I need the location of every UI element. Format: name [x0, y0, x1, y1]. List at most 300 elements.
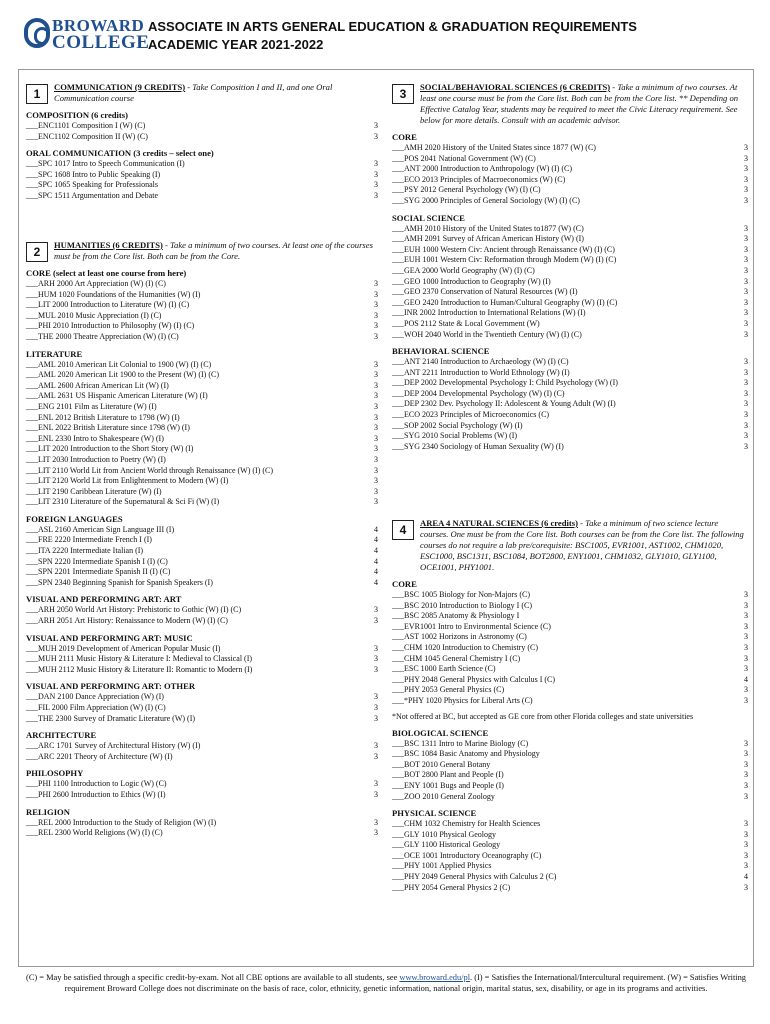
course-name: ___PHI 2010 Introduction to Philosophy (W) (I) (C)	[26, 321, 195, 331]
section-heading: FOREIGN LANGUAGES	[26, 513, 123, 524]
logo-line2: COLLEGE	[52, 32, 150, 53]
course-credits: 3	[744, 632, 748, 642]
course-name: ___MUL 2010 Music Appreciation (I) (C)	[26, 310, 162, 320]
course-name: ___ENY 1001 Bugs and People (I)	[392, 780, 504, 790]
course-name: ___GEO 1000 Introduction to Geography (W) (I)	[392, 276, 551, 286]
course-credits: 4	[744, 872, 748, 882]
section-heading: RELIGION	[26, 806, 70, 817]
course-name: ___SPC 1065 Speaking for Professionals	[26, 180, 158, 190]
course-name: ___PSY 2012 General Psychology (W) (I) (C)	[392, 185, 541, 195]
course-credits: 3	[744, 276, 748, 286]
area-intro-text: - Take Composition I and II, and one Oral Communication course	[54, 82, 333, 103]
course-row[interactable]	[392, 442, 748, 453]
course-credits: 3	[744, 388, 748, 398]
course-credits: 3	[744, 431, 748, 441]
course-row[interactable]	[26, 578, 378, 589]
course-name: ___AML 2010 American Lit Colonial to 1900 (W) (I) (C)	[26, 359, 212, 369]
area-heading: COMMUNICATION (9 CREDITS)	[54, 82, 186, 92]
course-row[interactable]	[26, 497, 378, 508]
course-row[interactable]	[26, 654, 378, 665]
course-row[interactable]	[26, 121, 378, 132]
course-name: ___AMH 2091 Survey of African American History (W) (I)	[392, 234, 584, 244]
course-credits: 3	[374, 131, 378, 141]
course-name: ___ANT 2000 Introduction to Anthropology (W) (I) (C)	[392, 164, 573, 174]
area-header	[26, 240, 378, 262]
course-name: ___REL 2000 Introduction to the Study of Religion (W) (I)	[26, 817, 217, 827]
course-credits: 3	[374, 751, 378, 761]
course-credits: 3	[374, 817, 378, 827]
course-credits: 3	[744, 611, 748, 621]
course-credits: 3	[374, 692, 378, 702]
section-heading: PHYSICAL SCIENCE	[392, 808, 477, 819]
course-name: ___LIT 2110 World Lit from Ancient World through Renaissance (W) (I) (C)	[26, 465, 274, 475]
course-row[interactable]	[392, 164, 748, 175]
section-heading: CORE	[392, 132, 417, 142]
area-intro-text: - Take a minimum of two courses. At least one of the courses must be from the Core list. Both can be from the Core.	[54, 240, 373, 261]
course-row[interactable]	[392, 830, 748, 841]
course-row[interactable]	[26, 703, 378, 714]
course-name: ___AST 1002 Horizons in Astronomy (C)	[392, 632, 527, 642]
section-heading: PHILOSOPHY	[26, 768, 84, 779]
broward-college-logo[interactable]	[24, 16, 150, 53]
course-row[interactable]	[392, 175, 748, 186]
course-name: ___SOP 2002 Social Psychology (W) (I)	[392, 420, 523, 430]
course-credits: 4	[374, 546, 378, 556]
course-credits: 3	[374, 444, 378, 454]
course-row[interactable]	[392, 319, 748, 330]
course-credits: 4	[744, 674, 748, 684]
course-credits: 3	[744, 791, 748, 801]
course-credits: 3	[744, 829, 748, 839]
course-row[interactable]	[392, 654, 748, 665]
course-row[interactable]	[392, 883, 748, 894]
course-row[interactable]	[392, 696, 748, 707]
course-row[interactable]	[392, 357, 748, 368]
course-name: ___ENG 2101 Film as Literature (W) (I)	[26, 401, 157, 411]
course-name: ___BSC 1005 Biology for Non-Majors (C)	[392, 590, 530, 599]
course-credits: 3	[744, 770, 748, 780]
course-row[interactable]	[26, 332, 378, 343]
course-credits: 3	[374, 433, 378, 443]
course-credits: 4	[374, 524, 378, 534]
course-row[interactable]	[26, 790, 378, 801]
course-row[interactable]	[392, 277, 748, 288]
footer	[18, 972, 754, 994]
course-name: ___ECO 2023 Principles of Microeconomics (C)	[392, 410, 550, 420]
section-heading: VISUAL AND PERFORMING ART: ART	[26, 594, 182, 605]
course-row[interactable]	[26, 290, 378, 301]
course-name: ___THE 2300 Survey of Dramatic Literature (W) (I)	[26, 713, 196, 723]
course-name: ___AML 2600 African American Lit (W) (I)	[26, 380, 169, 390]
course-credits: 3	[744, 600, 748, 610]
logo-mark-icon	[24, 18, 50, 48]
course-credits: 3	[374, 300, 378, 310]
course-row[interactable]	[26, 665, 378, 676]
course-row[interactable]	[26, 692, 378, 703]
course-name: ___ARC 1701 Survey of Architectural History (W) (I)	[26, 741, 201, 751]
area-header	[26, 82, 378, 104]
course-credits: 3	[744, 410, 748, 420]
course-name: ___*PHY 1020 Physics for Liberal Arts (C)	[392, 695, 533, 705]
course-row[interactable]	[26, 413, 378, 424]
course-row[interactable]	[26, 567, 378, 578]
course-row[interactable]	[392, 601, 748, 612]
course-credits: 3	[744, 441, 748, 451]
course-credits: 3	[374, 789, 378, 799]
course-row[interactable]	[392, 749, 748, 760]
course-credits: 3	[744, 850, 748, 860]
course-name: ___SPC 1511 Argumentation and Debate	[26, 190, 158, 200]
course-credits: 3	[374, 401, 378, 411]
course-row[interactable]	[392, 643, 748, 654]
course-row[interactable]	[26, 370, 378, 381]
course-name: ___REL 2300 World Religions (W) (I) (C)	[26, 828, 163, 838]
course-credits: 3	[374, 121, 378, 130]
course-row[interactable]	[26, 311, 378, 322]
course-name: ___FIL 2000 Film Appreciation (W) (I) (C)	[26, 703, 166, 712]
course-credits: 3	[744, 318, 748, 328]
course-row[interactable]	[26, 423, 378, 434]
course-row[interactable]	[392, 861, 748, 872]
area-intro-text: - Take a minimum of two courses. At least one course must be from the Core list. Both can be from the Core list. ** Depending on Effective Catalog Year, students may be required to meet the Civic Literacy requirement. See below for more details. Consult with an academic advisor.	[420, 82, 739, 125]
course-credits: 3	[374, 643, 378, 653]
course-name: ___CHM 1045 General Chemistry I (C)	[392, 653, 521, 663]
logo-line1: BROWARD	[52, 16, 145, 35]
course-row[interactable]	[26, 279, 378, 290]
course-name: ___ENC1101 Composition I (W) (C)	[26, 121, 146, 130]
course-row[interactable]	[392, 389, 748, 400]
course-name: ___PHY 2054 General Physics 2 (C)	[392, 882, 511, 892]
course-name: ___ANT 2211 Introduction to World Ethnology (W) (I)	[392, 367, 570, 377]
course-credits: 3	[374, 828, 378, 838]
course-credits: 3	[744, 255, 748, 265]
course-name: ___AMH 2020 History of the United States since 1877 (W) (C)	[392, 143, 596, 152]
course-name: ___GEO 2420 Introduction to Human/Cultural Geography (W) (I) (C)	[392, 297, 618, 307]
course-row[interactable]	[392, 421, 748, 432]
section-heading: BEHAVIORAL SCIENCE	[392, 346, 490, 357]
course-credits: 3	[744, 819, 748, 829]
course-name: ___ANT 2140 Introduction to Archaeology (W) (I) (C)	[392, 357, 569, 367]
course-credits: 3	[374, 423, 378, 433]
course-credits: 3	[744, 695, 748, 705]
course-name: ___LIT 2190 Caribbean Literature (W) (I)	[26, 486, 162, 496]
course-row[interactable]	[392, 622, 748, 633]
course-name: ___DAN 2100 Dance Appreciation (W) (I)	[26, 692, 164, 702]
course-credits: 3	[374, 741, 378, 751]
course-credits: 3	[374, 713, 378, 723]
course-row[interactable]	[392, 245, 748, 256]
area-header	[392, 518, 748, 573]
course-name: ___ARH 2050 World Art History: Prehistoric to Gothic (W) (I) (C)	[26, 605, 242, 615]
course-credits: 3	[744, 840, 748, 850]
course-row[interactable]	[26, 455, 378, 466]
course-row[interactable]	[392, 143, 748, 154]
course-name: ___DEP 2004 Developmental Psychology (W) (I) (C)	[392, 388, 565, 398]
course-credits: 3	[744, 308, 748, 318]
course-credits: 3	[744, 244, 748, 254]
course-row[interactable]	[392, 224, 748, 235]
course-row[interactable]	[392, 196, 748, 207]
course-credits: 3	[374, 654, 378, 664]
course-name: ___EUH 1000 Western Civ: Ancient through Renaissance (W) (I) (C)	[392, 244, 615, 254]
credit-by-exam-link[interactable]: www.broward.edu/pl	[399, 973, 471, 982]
course-credits: 3	[744, 738, 748, 748]
course-name: ___POS 2112 State & Local Government (W)	[392, 318, 540, 328]
section-heading: LITERATURE	[26, 348, 83, 359]
course-row[interactable]	[392, 872, 748, 883]
course-row[interactable]	[392, 770, 748, 781]
course-row[interactable]	[392, 410, 748, 421]
course-row[interactable]	[26, 321, 378, 332]
course-credits: 3	[374, 331, 378, 341]
course-credits: 3	[374, 605, 378, 615]
course-name: ___AMH 2010 History of the United States to1877 (W) (C)	[392, 223, 584, 233]
course-row[interactable]	[26, 714, 378, 725]
course-row[interactable]	[26, 434, 378, 445]
course-name: ___BSC 1311 Intro to Marine Biology (C)	[392, 738, 529, 748]
course-name: ___SYG 2340 Sociology of Human Sexuality (W) (I)	[392, 441, 564, 451]
area-number-badge: 3	[392, 84, 414, 104]
course-row[interactable]	[392, 378, 748, 389]
course-credits: 3	[374, 359, 378, 369]
course-name: ___ECO 2013 Principles of Macroeconomics (W) (C)	[392, 174, 566, 184]
course-row[interactable]	[26, 180, 378, 191]
course-credits: 3	[374, 664, 378, 674]
course-credits: 3	[744, 265, 748, 275]
course-credits: 4	[374, 567, 378, 577]
course-name: ___PHY 2053 General Physics (C)	[392, 685, 505, 695]
course-credits: 3	[744, 759, 748, 769]
course-name: ___GEA 2000 World Geography (W) (I) (C)	[392, 265, 535, 275]
course-name: ___SPC 1017 Intro to Speech Communication (I)	[26, 159, 185, 169]
course-name: ___AML 2020 American Lit 1900 to the Present (W) (I) (C)	[26, 370, 219, 380]
course-row[interactable]	[392, 330, 748, 341]
course-credits: 3	[374, 279, 378, 288]
course-row[interactable]	[392, 851, 748, 862]
course-name: ___ARH 2051 Art History: Renaissance to Modern (W) (I) (C)	[26, 616, 228, 626]
course-name: ___LIT 2310 Literature of the Supernatural & Sci Fi (W) (I)	[26, 497, 220, 507]
course-row[interactable]	[26, 525, 378, 536]
course-name: ___SYG 2000 Principles of General Sociology (W) (I) (C)	[392, 195, 580, 205]
course-name: ___DEP 2002 Developmental Psychology I: Child Psychology (W) (I)	[392, 378, 618, 388]
course-name: ___LIT 2000 Introduction to Literature (W) (I) (C)	[26, 300, 190, 310]
course-row[interactable]	[392, 234, 748, 245]
course-credits: 3	[374, 497, 378, 507]
course-name: ___FRE 2220 Intermediate French I (I)	[26, 535, 152, 545]
area-heading: SOCIAL/BEHAVIORAL SCIENCES (6 CREDITS)	[420, 82, 611, 92]
course-name: ___ITA 2220 Intermediate Italian (I)	[26, 546, 144, 556]
course-row[interactable]	[26, 132, 378, 143]
course-row[interactable]	[392, 760, 748, 771]
course-credits: 3	[374, 412, 378, 422]
course-row[interactable]	[392, 781, 748, 792]
course-name: ___MUH 2112 Music History & Literature II: Romantic to Modern (I)	[26, 664, 253, 674]
course-credits: 3	[744, 664, 748, 674]
course-name: ___LIT 2020 Introduction to the Short Story (W) (I)	[26, 444, 194, 454]
header	[0, 0, 770, 62]
course-name: ___ENL 2330 Intro to Shakespeare (W) (I)	[26, 433, 164, 443]
course-name: ___CHM 1032 Chemistry for Health Sciences	[392, 819, 541, 829]
course-name: ___ESC 1000 Earth Science (C)	[392, 664, 496, 674]
course-row[interactable]	[392, 368, 748, 379]
area-number-badge: 1	[26, 84, 48, 104]
course-credits: 3	[744, 234, 748, 244]
course-row[interactable]	[392, 611, 748, 622]
course-credits: 3	[744, 329, 748, 339]
course-row[interactable]	[392, 308, 748, 319]
course-row[interactable]	[392, 431, 748, 442]
course-credits: 3	[744, 195, 748, 205]
footer-text-1: (C) = May be satisfied through a specific credit-by-exam. Not all CBE options are available to all students, see	[26, 973, 400, 982]
course-credits: 3	[744, 642, 748, 652]
course-credits: 3	[374, 380, 378, 390]
course-name: ___INR 2002 Introduction to International Relations (W) (I)	[392, 308, 586, 318]
section-heading: ARCHITECTURE	[26, 730, 97, 741]
course-credits: 3	[744, 780, 748, 790]
course-credits: 3	[374, 486, 378, 496]
course-row[interactable]	[26, 818, 378, 829]
course-row[interactable]	[392, 675, 748, 686]
course-row[interactable]	[392, 266, 748, 277]
course-row[interactable]	[26, 828, 378, 839]
course-credits: 3	[744, 297, 748, 307]
course-name: ___THE 2000 Theatre Appreciation (W) (I) (C)	[26, 331, 179, 341]
course-row[interactable]	[26, 170, 378, 181]
area-number-badge: 4	[392, 520, 414, 540]
course-row[interactable]	[26, 191, 378, 202]
course-name: ___ENL 2022 British Literature since 1798 (W) (I)	[26, 423, 190, 433]
course-row[interactable]	[26, 466, 378, 477]
course-name: ___MUH 2019 Development of American Popular Music (I)	[26, 643, 221, 653]
course-credits: 3	[744, 653, 748, 663]
course-row[interactable]	[26, 535, 378, 546]
course-credits: 3	[744, 399, 748, 409]
course-name: ___PHI 2600 Introduction to Ethics (W) (I)	[26, 789, 166, 799]
course-row[interactable]	[26, 644, 378, 655]
course-row[interactable]	[26, 557, 378, 568]
area-natural-sciences	[392, 518, 748, 893]
course-credits: 3	[744, 223, 748, 233]
course-row[interactable]	[392, 632, 748, 643]
course-row[interactable]	[26, 360, 378, 371]
course-credits: 3	[744, 882, 748, 892]
course-name: ___ENL 2012 British Literature to 1798 (W) (I)	[26, 412, 180, 422]
course-name: ___PHY 1001 Applied Physics	[392, 861, 492, 871]
course-name: ___LIT 2030 Introduction to Poetry (W) (I)	[26, 454, 166, 464]
course-row[interactable]	[392, 792, 748, 803]
course-row[interactable]	[392, 255, 748, 266]
course-credits: 3	[374, 476, 378, 486]
course-credits: 3	[744, 174, 748, 184]
course-row[interactable]	[392, 590, 748, 601]
course-credits: 3	[744, 590, 748, 599]
course-row[interactable]	[392, 154, 748, 165]
section-heading: COMPOSITION (6 credits)	[26, 110, 129, 120]
course-credits: 3	[744, 685, 748, 695]
page-subtitle: ACADEMIC YEAR 2021-2022	[148, 37, 324, 52]
course-credits: 3	[374, 180, 378, 190]
course-row[interactable]	[392, 399, 748, 410]
course-row[interactable]	[392, 185, 748, 196]
section-heading: SOCIAL SCIENCE	[392, 212, 465, 223]
course-name: ___BSC 2010 Introduction to Biology I (C)	[392, 600, 532, 610]
course-row[interactable]	[26, 159, 378, 170]
course-row[interactable]	[392, 298, 748, 309]
course-credits: 3	[744, 153, 748, 163]
course-name: ___ASL 2160 American Sign Language III (I)	[26, 524, 175, 534]
course-row[interactable]	[26, 752, 378, 763]
course-credits: 3	[744, 420, 748, 430]
course-row[interactable]	[392, 739, 748, 750]
course-name: ___ARH 2000 Art Appreciation (W) (I) (C)	[26, 279, 166, 288]
course-row[interactable]	[392, 287, 748, 298]
course-credits: 3	[744, 143, 748, 152]
course-credits: 3	[374, 169, 378, 179]
course-credits: 4	[374, 577, 378, 587]
course-row[interactable]	[26, 381, 378, 392]
course-name: ___GEO 2370 Conservation of Natural Resources (W) (I)	[392, 287, 578, 297]
course-credits: 3	[374, 370, 378, 380]
course-row[interactable]	[392, 840, 748, 851]
section-heading: CORE	[392, 579, 417, 589]
course-name: ___HUM 1020 Foundations of the Humanities (W) (I)	[26, 289, 201, 299]
course-credits: 3	[374, 159, 378, 169]
course-row[interactable]	[392, 685, 748, 696]
course-name: ___ZOO 2010 General Zoology	[392, 791, 495, 801]
course-name: ___BSC 1084 Basic Anatomy and Physiology	[392, 749, 540, 759]
course-credits: 3	[744, 357, 748, 367]
course-name: ___SPN 2201 Intermediate Spanish II (I) (C)	[26, 567, 171, 577]
course-row[interactable]	[26, 300, 378, 311]
course-row[interactable]	[26, 779, 378, 790]
course-row[interactable]	[26, 444, 378, 455]
course-name: ___OCE 1001 Introductory Oceanography (C)	[392, 850, 542, 860]
course-row[interactable]	[26, 616, 378, 627]
course-name: ___PHY 2049 General Physics with Calculus 2 (C)	[392, 872, 557, 882]
course-row[interactable]	[26, 391, 378, 402]
course-name: ___GLY 1100 Historical Geology	[392, 840, 501, 850]
course-row[interactable]	[26, 402, 378, 413]
area-header	[392, 82, 748, 126]
footer-text-2: . (I) = Satisfies the International/Intercultural requirement. (W) = Satisfies Writing requirement Broward College does not discriminate on the basis of race, color, ethnicity, genetic information, national origin, marital status, sex, disability, or age in its programs and activities.	[64, 973, 746, 993]
course-name: ___GLY 1010 Physical Geology	[392, 829, 497, 839]
course-name: ___PHY 2048 General Physics with Calculus I (C)	[392, 674, 556, 684]
course-row[interactable]	[26, 546, 378, 557]
area-social-behavioral	[392, 82, 748, 452]
course-name: ___SPN 2220 Intermediate Spanish I (I) (C)	[26, 556, 168, 566]
course-row[interactable]	[26, 605, 378, 616]
course-credits: 3	[744, 861, 748, 871]
course-name: ___EUH 1001 Western Civ: Reformation through Modern (W) (I) (C)	[392, 255, 617, 265]
course-row[interactable]	[26, 487, 378, 498]
course-row[interactable]	[392, 664, 748, 675]
area-communication	[26, 82, 378, 202]
course-credits: 4	[374, 556, 378, 566]
course-name: ___ARC 2201 Theory of Architecture (W) (I)	[26, 751, 173, 761]
course-name: ___DEP 2302 Dev. Psychology II: Adolescent & Young Adult (W) (I)	[392, 399, 616, 409]
course-name: ___MUH 2111 Music History & Literature I: Medieval to Classical (I)	[26, 654, 253, 664]
course-credits: 3	[744, 621, 748, 631]
course-row[interactable]	[26, 741, 378, 752]
course-row[interactable]	[392, 819, 748, 830]
page-title: ASSOCIATE IN ARTS GENERAL EDUCATION & GRADUATION REQUIREMENTS	[148, 19, 637, 34]
section-heading: CORE (select at least one course from here)	[26, 268, 187, 278]
course-name: ___EVR1001 Intro to Environmental Science (C)	[392, 621, 551, 631]
course-name: ___CHM 1020 Introduction to Chemistry (C)	[392, 642, 538, 652]
course-credits: 3	[744, 378, 748, 388]
course-row[interactable]	[26, 476, 378, 487]
course-name: ___BSC 2085 Anatomy & Physiology I	[392, 611, 520, 621]
